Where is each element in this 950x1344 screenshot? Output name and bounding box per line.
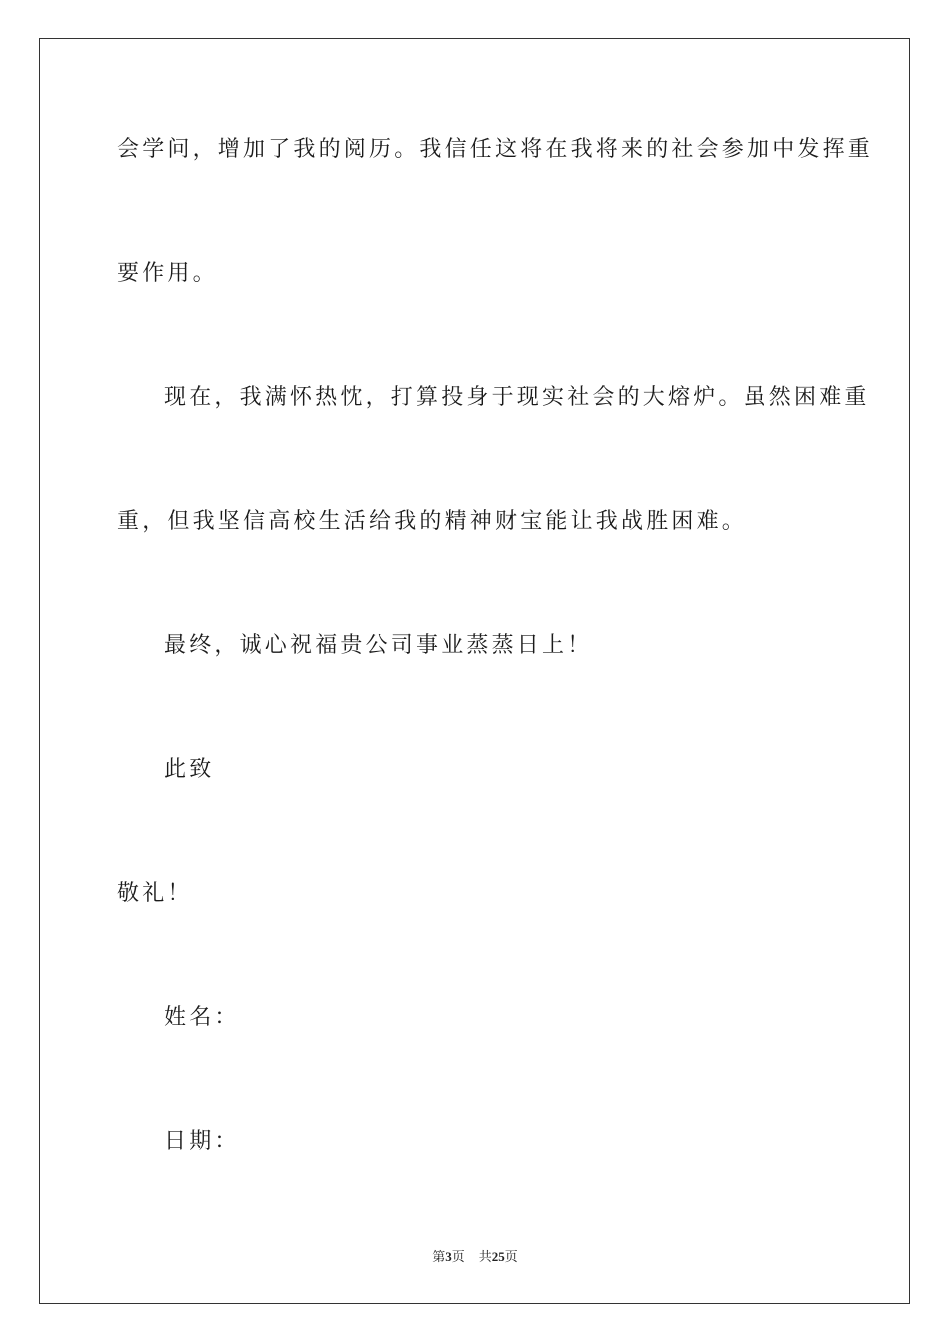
salutation-jingli: 敬礼！ [117, 881, 193, 906]
footer-page-current: 3 [445, 1249, 452, 1264]
body-line-2: 要作用。 [117, 261, 218, 286]
name-label: 姓名： [164, 1005, 240, 1030]
closing-wish: 最终，诚心祝福贵公司事业蒸蒸日上！ [164, 633, 593, 658]
body-line-4: 重，但我坚信高校生活给我的精神财宝能让我战胜困难。 [117, 509, 748, 534]
footer-page-prefix: 第 [432, 1249, 446, 1264]
page-footer [0, 1248, 950, 1266]
footer-total-prefix: 共 [478, 1249, 492, 1264]
body-line-1: 会学问，增加了我的阅历。我信任这将在我将来的社会参加中发挥重 [117, 137, 874, 162]
body-line-3: 现在，我满怀热忱，打算投身于现实社会的大熔炉。虽然困难重 [164, 385, 870, 410]
footer-page-suffix: 页 [451, 1249, 465, 1264]
page-border [39, 38, 910, 1304]
date-label: 日期： [164, 1129, 240, 1154]
footer-total-suffix: 页 [504, 1249, 518, 1264]
salutation-cizhi: 此致 [164, 757, 215, 782]
footer-page-total: 25 [491, 1249, 505, 1264]
